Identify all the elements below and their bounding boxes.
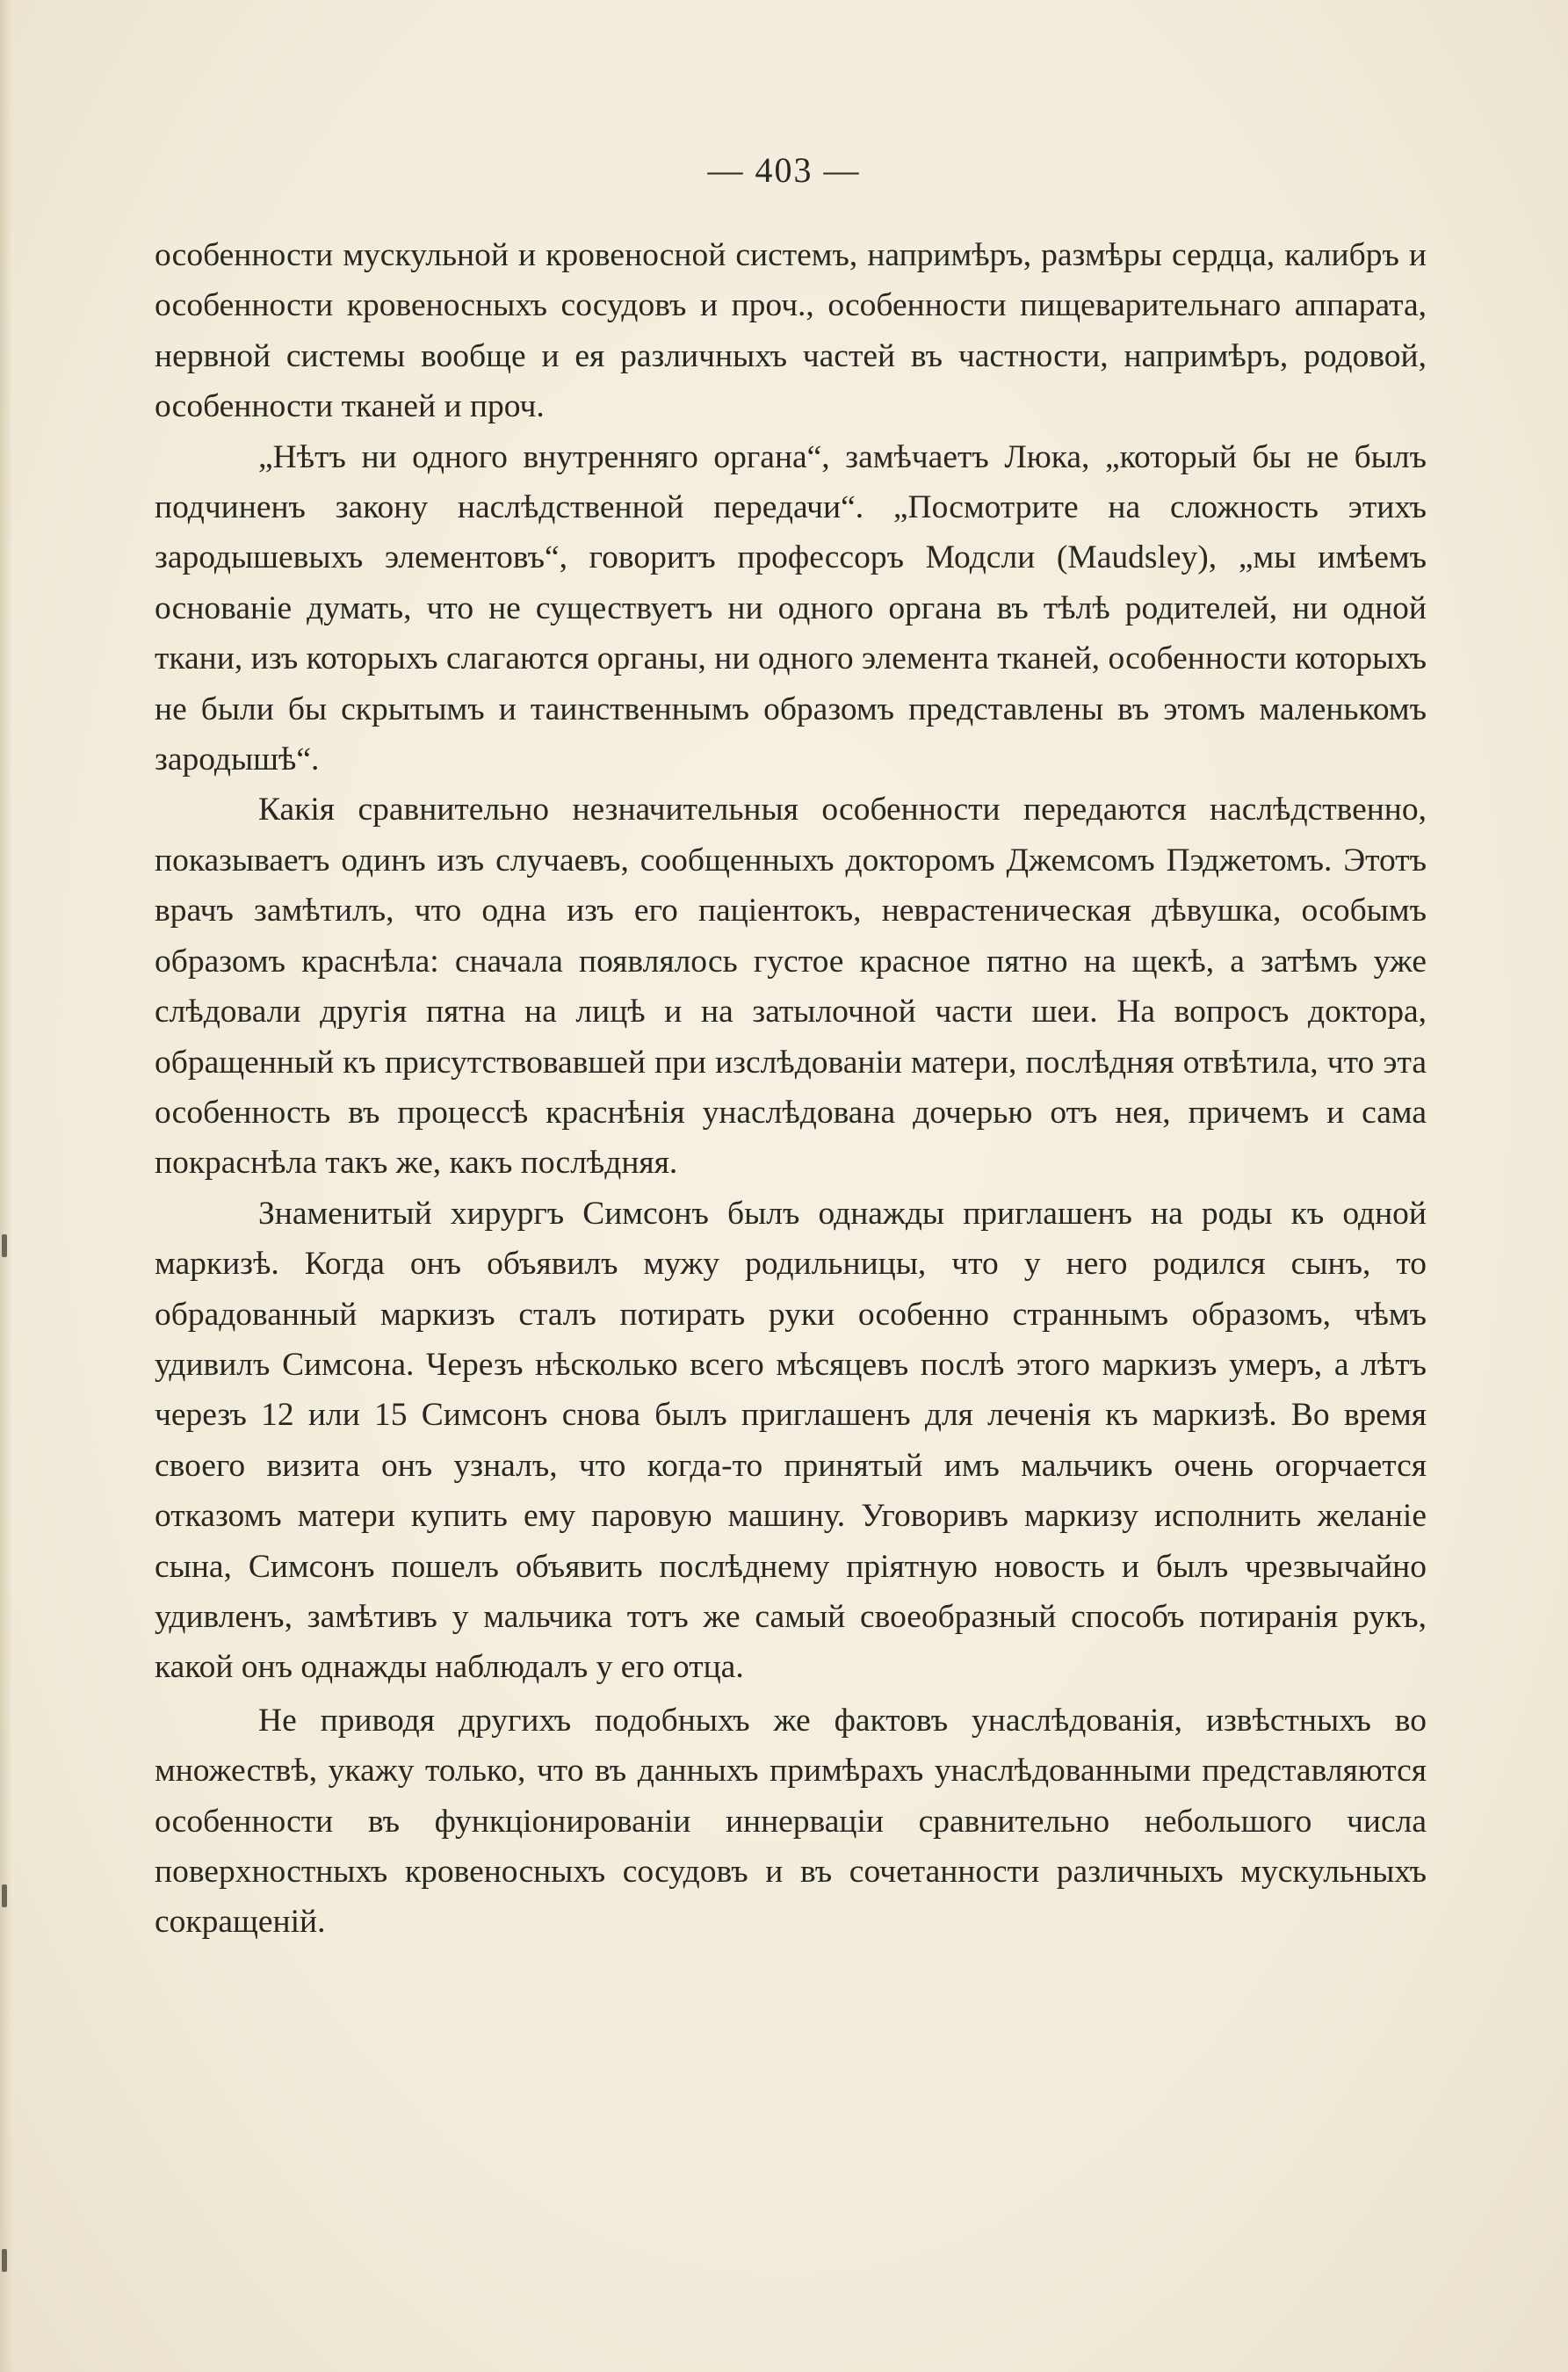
margin-mark <box>2 2249 7 2272</box>
paragraph: Знаменитый хирургъ Симсонъ былъ однажды приглашенъ на роды къ одной маркизѣ. Когда онъ объявилъ мужу родильницы, что у него родился сынъ, то обрадованный маркизъ сталъ потирать руки особенно страннымъ образомъ, чѣмъ удивилъ Симсона. Черезъ нѣсколько всего мѣсяцевъ послѣ этого маркизъ умеръ, а лѣтъ черезъ 12 или 15 Симсонъ снова былъ приглашенъ для леченія къ маркизѣ. Во время своего визита онъ узналъ, что когда-то принятый имъ мальчикъ очень огорчается отказомъ матери купить ему паровую машину. Уговоривъ маркизу исполнить желаніе сына, Симсонъ пошелъ объявить послѣднему пріятную новость и былъ чрезвычайно удивленъ, замѣтивъ у мальчика тотъ же самый своеобразный способъ потиранія рукъ, какой онъ однажды наблюдалъ у его отца. <box>155 1195 1427 1686</box>
paragraph: „Нѣтъ ни одного внутренняго органа“, замѣчаетъ Люка, „который бы не былъ подчиненъ закону наслѣдственной передачи“. „Посмотрите на сложность этихъ зародышевыхъ элементовъ“, говоритъ профессоръ Модсли (Maudsley), „мы имѣемъ основаніе думать, что не существуетъ ни одного органа въ тѣлѣ родителей, ни одной ткани, изъ которыхъ слагаются органы, ни одного элемента тканей, особенности которыхъ не были бы скрытымъ и таинственнымъ образомъ представлены въ этомъ маленькомъ зародышѣ“. <box>155 438 1427 778</box>
paragraph: Какія сравнительно незначительныя особенности передаются наслѣдственно, показываетъ одинъ изъ случаевъ, сообщенныхъ докторомъ Джемсомъ Пэджетомъ. Этотъ врачъ замѣтилъ, что одна изъ его паціентокъ, неврастеническая дѣвушка, особымъ образомъ краснѣла: сначала появлялось густое красное пятно на щекѣ, а затѣмъ уже слѣдовали другія пятна на лицѣ и на затылочной части шеи. На вопросъ доктора, обращенный къ присутствовавшей при изслѣдованіи матери, послѣдняя отвѣтила, что эта особенность въ процессѣ краснѣнія унаслѣдована дочерью отъ нея, причемъ и сама покраснѣла такъ же, какъ послѣдняя. <box>155 792 1427 1182</box>
page-number: — 403 — <box>707 150 861 190</box>
paragraph: Не приводя другихъ подобныхъ же фактовъ унаслѣдованія, извѣстныхъ во множествѣ, укажу только, что въ данныхъ примѣрахъ унаслѣдованными представляются особенности въ функціонированіи иннерваціи сравнительно небольшого числа поверхностныхъ кровеносныхъ сосудовъ и въ сочетанности различныхъ мускульныхъ сокращеній. <box>155 1702 1427 1941</box>
margin-mark <box>2 1234 7 1257</box>
page-binding-edge <box>0 0 12 2372</box>
body-text <box>155 230 1427 1948</box>
paragraph: особенности мускульной и кровеносной системъ, напримѣръ, размѣры сердца, калибръ и особенности кровеносныхъ сосудовъ и проч., особенности пищеварительнаго аппарата, нервной системы вообще и ея различныхъ частей въ частности, напримѣръ, родовой, особенности тканей и проч. <box>155 237 1427 425</box>
margin-mark <box>2 1884 7 1907</box>
